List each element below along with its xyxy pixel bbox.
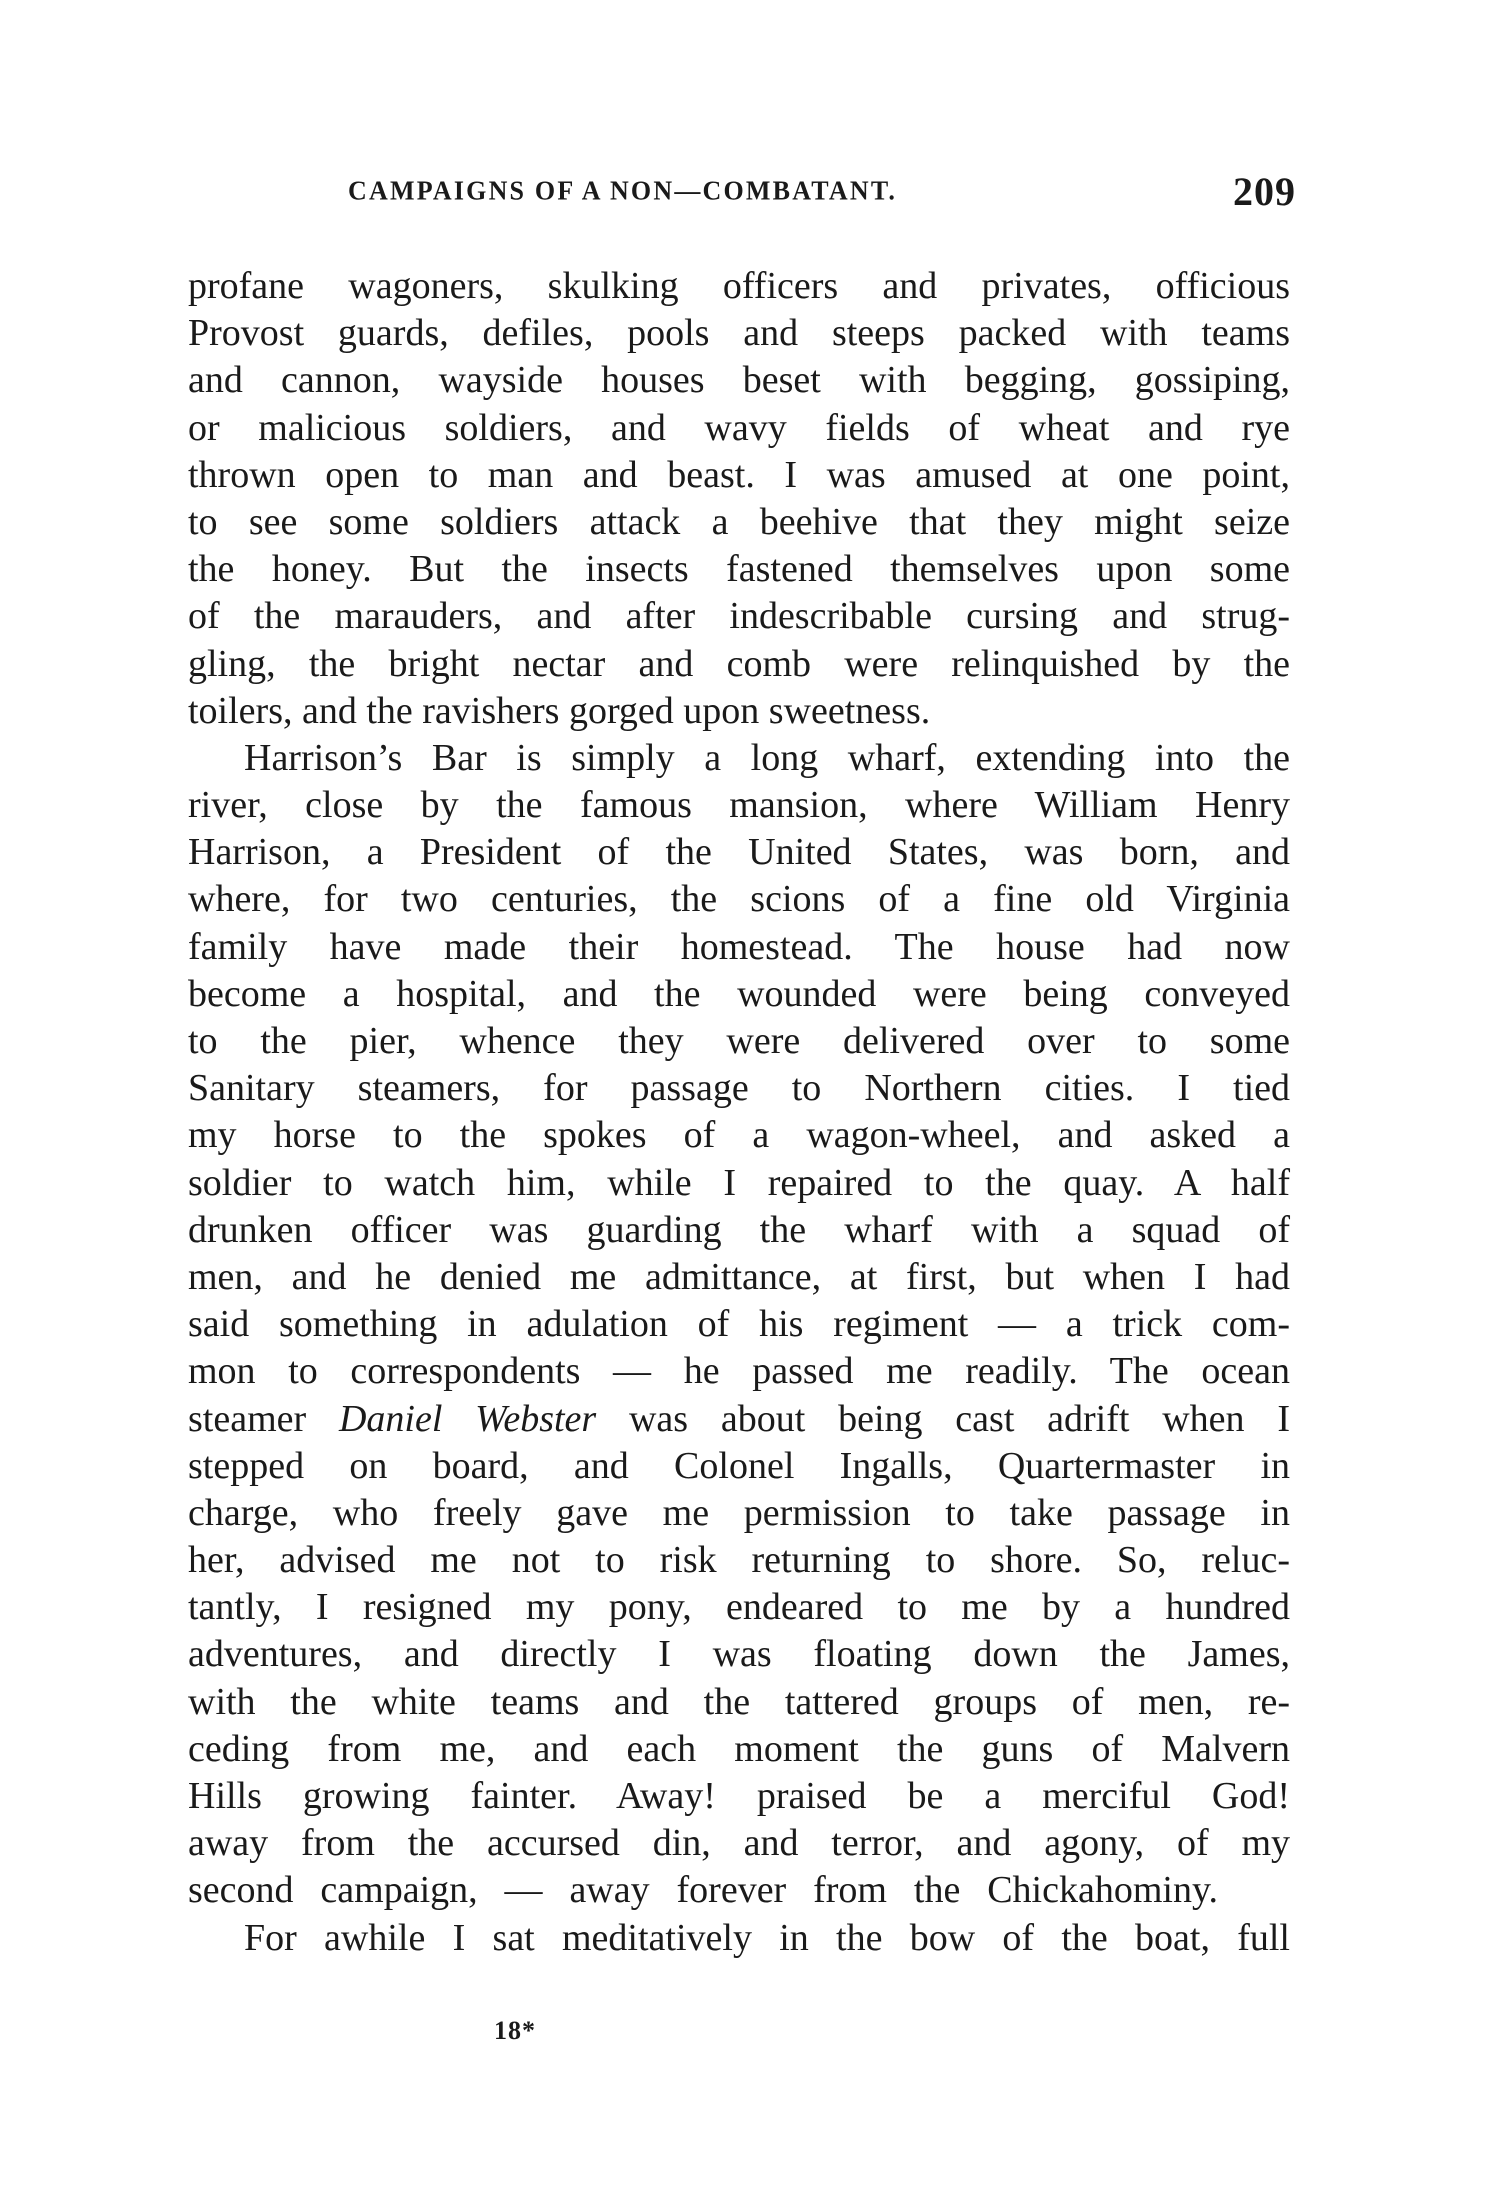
text-line: Harrison’s Bar is simply a long wharf, extending into the <box>244 736 1290 779</box>
text-line: ceding from me, and each moment the guns of Malvern <box>188 1727 1290 1770</box>
text-line: family have made their homestead. The house had now <box>188 925 1290 968</box>
paragraph <box>188 1915 1290 1962</box>
text-line: to see some soldiers attack a beehive that they might seize <box>188 500 1290 543</box>
text-line: her, advised me not to risk returning to shore. So, reluc- <box>188 1539 1290 1582</box>
text-line: become a hospital, and the wounded were being conveyed <box>188 972 1290 1015</box>
text-line-with-italic <box>188 1396 1290 1443</box>
paragraph <box>188 735 1290 1915</box>
text-line: mon to correspondents — he passed me readily. The ocean <box>188 1350 1290 1393</box>
text-line: stepped on board, and Colonel Ingalls, Quartermaster in <box>188 1444 1290 1487</box>
text-line: toilers, and the ravishers gorged upon sweetness. <box>188 689 931 732</box>
text-line: of the marauders, and after indescribable cursing and strug- <box>188 595 1290 638</box>
text-line: where, for two centuries, the scions of a fine old Virginia <box>188 878 1290 921</box>
text-line: away from the accursed din, and terror, and agony, of my <box>188 1822 1290 1865</box>
text-line: drunken officer was guarding the wharf with a squad of <box>188 1208 1290 1251</box>
text-line: men, and he denied me admittance, at first, but when I had <box>188 1255 1290 1298</box>
text-line: adventures, and directly I was floating down the James, <box>188 1633 1290 1676</box>
ship-name-italic: Daniel Webster <box>338 1397 597 1440</box>
text-line: tantly, I resigned my pony, endeared to me by a hundred <box>188 1586 1290 1629</box>
text-segment: steamer <box>188 1397 339 1440</box>
text-line: the honey. But the insects fastened themselves upon some <box>188 548 1290 591</box>
text-line: or malicious soldiers, and wavy fields of wheat and rye <box>188 406 1290 449</box>
text-line: gling, the bright nectar and comb were relinquished by the <box>188 642 1290 685</box>
text-line: Sanitary steamers, for passage to Northern cities. I tied <box>188 1067 1290 1110</box>
paragraph <box>188 263 1290 735</box>
text-line: Provost guards, defiles, pools and steeps packed with teams <box>188 312 1290 355</box>
text-line: Harrison, a President of the United States, was born, and <box>188 831 1290 874</box>
text-line: profane wagoners, skulking officers and privates, officious <box>188 265 1290 307</box>
text-line: and cannon, wayside houses beset with begging, gossiping, <box>188 359 1290 402</box>
text-line: my horse to the spokes of a wagon-wheel, and asked a <box>188 1114 1290 1157</box>
signature-mark: 18* <box>494 2016 536 2045</box>
text-line: charge, who freely gave me permission to take passage in <box>188 1491 1290 1534</box>
text-segment: was about being cast adrift when I <box>596 1397 1290 1440</box>
text-line: river, close by the famous mansion, where William Henry <box>188 784 1290 827</box>
text-line: second campaign, — away forever from the Chickahominy. <box>188 1869 1218 1912</box>
running-title: CAMPAIGNS OF A NON—COMBATANT. <box>348 175 898 206</box>
text-line: to the pier, whence they were delivered over to some <box>188 1020 1290 1062</box>
text-line: soldier to watch him, while I repaired to the quay. A half <box>188 1161 1290 1204</box>
body-text <box>188 263 1290 1962</box>
text-line: with the white teams and the tattered groups of men, re- <box>188 1680 1290 1723</box>
page-number: 209 <box>1233 169 1296 214</box>
text-line: Hills growing fainter. Away! praised be a merciful God! <box>188 1775 1290 1817</box>
text-line: said something in adulation of his regiment — a trick com- <box>188 1303 1290 1346</box>
text-line: thrown open to man and beast. I was amused at one point, <box>188 453 1290 496</box>
running-head <box>348 168 1296 218</box>
text-line: For awhile I sat meditatively in the bow of the boat, full <box>244 1916 1290 1959</box>
